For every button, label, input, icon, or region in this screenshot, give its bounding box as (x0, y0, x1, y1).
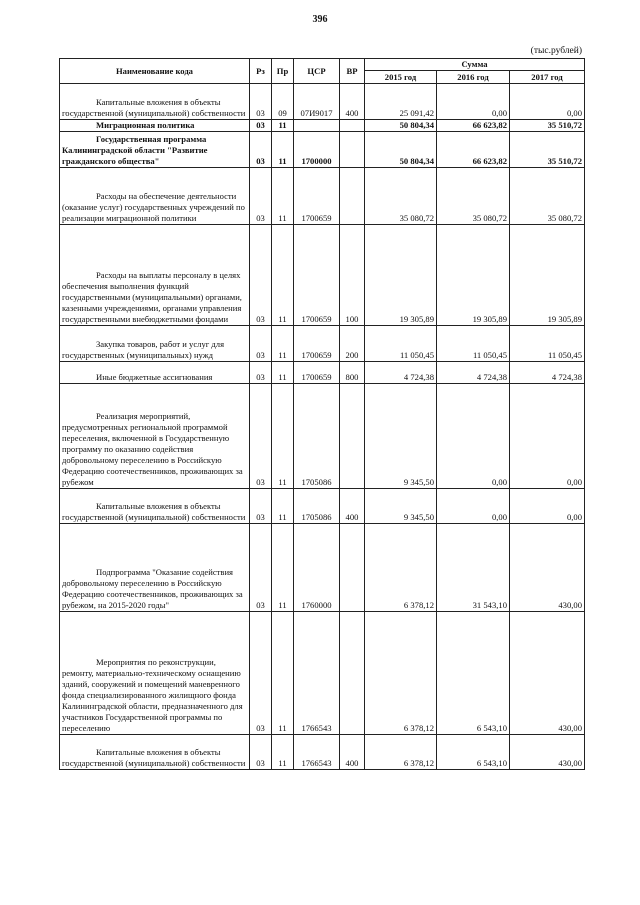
cell-name: Миграционная политика (60, 120, 250, 132)
cell-pr: 11 (272, 132, 294, 168)
cell-name: Расходы на обеспечение деятельности (оказание услуг) государственных учреждений по реализации миграционной политики (60, 168, 250, 225)
cell-pr: 11 (272, 489, 294, 524)
cell-2015: 50 804,34 (365, 120, 437, 132)
cell-name: Подпрограмма "Оказание содействия добровольному переселению в Российскую Федерацию соотечественников, проживающих за рубежом, на 2015-2020 годы" (60, 524, 250, 612)
cell-vr: 400 (340, 489, 365, 524)
cell-csr: 1760000 (294, 524, 340, 612)
units-label: (тыс.рублей) (530, 46, 582, 56)
cell-csr: 1700659 (294, 225, 340, 326)
cell-rz: 03 (250, 489, 272, 524)
cell-2017: 35 510,72 (510, 120, 585, 132)
cell-2016: 6 543,10 (437, 735, 510, 770)
cell-csr: 1766543 (294, 612, 340, 735)
cell-2015: 9 345,50 (365, 384, 437, 489)
table-row (60, 132, 585, 168)
cell-name: Государственная программа Калининградской области "Развитие гражданского общества" (60, 132, 250, 168)
header-rz: Рз (250, 59, 272, 84)
cell-csr: 1700000 (294, 132, 340, 168)
cell-csr (294, 120, 340, 132)
cell-csr: 1700659 (294, 362, 340, 384)
cell-name: Капитальные вложения в объекты государственной (муниципальной) собственности (60, 489, 250, 524)
cell-name: Капитальные вложения в объекты государственной (муниципальной) собственности (60, 735, 250, 770)
header-vr: ВР (340, 59, 365, 84)
header-2016: 2016 год (437, 71, 510, 84)
cell-rz: 03 (250, 168, 272, 225)
table-body (60, 84, 585, 770)
cell-csr: 1700659 (294, 168, 340, 225)
cell-2017: 11 050,45 (510, 326, 585, 362)
cell-rz: 03 (250, 524, 272, 612)
cell-rz: 03 (250, 612, 272, 735)
cell-rz: 03 (250, 326, 272, 362)
cell-csr: 1705086 (294, 489, 340, 524)
table-row (60, 612, 585, 735)
cell-pr: 11 (272, 735, 294, 770)
cell-2016: 6 543,10 (437, 612, 510, 735)
cell-2017: 0,00 (510, 489, 585, 524)
table-row (60, 84, 585, 120)
cell-pr: 11 (272, 326, 294, 362)
cell-pr: 11 (272, 524, 294, 612)
header-sum: Сумма (365, 59, 585, 71)
table-row (60, 489, 585, 524)
cell-rz: 03 (250, 84, 272, 120)
cell-2017: 35 510,72 (510, 132, 585, 168)
cell-rz: 03 (250, 735, 272, 770)
cell-pr: 11 (272, 120, 294, 132)
cell-name: Реализация мероприятий, предусмотренных региональной программой переселения, включенной в Государственную программу по оказанию содействия добровольному переселению в Российскую Федерацию соотечественников, проживающих за рубежом (60, 384, 250, 489)
cell-rz: 03 (250, 132, 272, 168)
table-row (60, 524, 585, 612)
cell-pr: 11 (272, 225, 294, 326)
cell-2015: 50 804,34 (365, 132, 437, 168)
cell-rz: 03 (250, 120, 272, 132)
table-row (60, 362, 585, 384)
cell-rz: 03 (250, 362, 272, 384)
cell-2015: 6 378,12 (365, 524, 437, 612)
cell-2016: 66 623,82 (437, 132, 510, 168)
cell-2017: 430,00 (510, 524, 585, 612)
cell-pr: 11 (272, 384, 294, 489)
table-row (60, 168, 585, 225)
cell-2015: 11 050,45 (365, 326, 437, 362)
cell-name: Мероприятия по реконструкции, ремонту, материально-техническому оснащению зданий, сооружений и помещений маневренного фонда специализированного жилищного фонда Калининградской области, предназначенного для участников Государственной программы по переселению (60, 612, 250, 735)
cell-2015: 6 378,12 (365, 612, 437, 735)
cell-pr: 11 (272, 612, 294, 735)
cell-2016: 19 305,89 (437, 225, 510, 326)
cell-2015: 9 345,50 (365, 489, 437, 524)
cell-2017: 35 080,72 (510, 168, 585, 225)
cell-csr: 1705086 (294, 384, 340, 489)
table-row (60, 225, 585, 326)
cell-csr: 1700659 (294, 326, 340, 362)
table-row (60, 120, 585, 132)
cell-2017: 430,00 (510, 612, 585, 735)
cell-pr: 11 (272, 362, 294, 384)
cell-vr: 400 (340, 735, 365, 770)
cell-2016: 0,00 (437, 84, 510, 120)
cell-pr: 09 (272, 84, 294, 120)
cell-2015: 25 091,42 (365, 84, 437, 120)
cell-csr: 1766543 (294, 735, 340, 770)
cell-2017: 4 724,38 (510, 362, 585, 384)
cell-2017: 0,00 (510, 84, 585, 120)
cell-2016: 11 050,45 (437, 326, 510, 362)
table-row (60, 326, 585, 362)
cell-2015: 6 378,12 (365, 735, 437, 770)
header-name: Наименование кода (60, 59, 250, 84)
page-number: 396 (312, 14, 328, 25)
cell-vr (340, 384, 365, 489)
cell-vr: 800 (340, 362, 365, 384)
cell-csr: 07И9017 (294, 84, 340, 120)
cell-2016: 66 623,82 (437, 120, 510, 132)
cell-vr (340, 524, 365, 612)
cell-vr (340, 132, 365, 168)
cell-2015: 4 724,38 (365, 362, 437, 384)
cell-2017: 19 305,89 (510, 225, 585, 326)
cell-2015: 19 305,89 (365, 225, 437, 326)
cell-2016: 35 080,72 (437, 168, 510, 225)
cell-pr: 11 (272, 168, 294, 225)
cell-2017: 0,00 (510, 384, 585, 489)
cell-2017: 430,00 (510, 735, 585, 770)
header-pr: Пр (272, 59, 294, 84)
table-row (60, 735, 585, 770)
cell-rz: 03 (250, 225, 272, 326)
table-row (60, 384, 585, 489)
cell-vr (340, 612, 365, 735)
header-2017: 2017 год (510, 71, 585, 84)
cell-name: Закупка товаров, работ и услуг для государственных (муниципальных) нужд (60, 326, 250, 362)
cell-2016: 0,00 (437, 384, 510, 489)
header-2015: 2015 год (365, 71, 437, 84)
cell-name: Капитальные вложения в объекты государственной (муниципальной) собственности (60, 84, 250, 120)
cell-vr (340, 168, 365, 225)
cell-vr (340, 120, 365, 132)
header-csr: ЦСР (294, 59, 340, 84)
cell-vr: 100 (340, 225, 365, 326)
cell-2016: 0,00 (437, 489, 510, 524)
cell-vr: 200 (340, 326, 365, 362)
cell-rz: 03 (250, 384, 272, 489)
cell-vr: 400 (340, 84, 365, 120)
budget-table (59, 58, 585, 770)
cell-2016: 4 724,38 (437, 362, 510, 384)
cell-name: Иные бюджетные ассигнования (60, 362, 250, 384)
cell-name: Расходы на выплаты персоналу в целях обеспечения выполнения функций государственными (муниципальными) органами, казенными учреждениями, органами управления государственными внебюджетными фондами (60, 225, 250, 326)
cell-2015: 35 080,72 (365, 168, 437, 225)
cell-2016: 31 543,10 (437, 524, 510, 612)
